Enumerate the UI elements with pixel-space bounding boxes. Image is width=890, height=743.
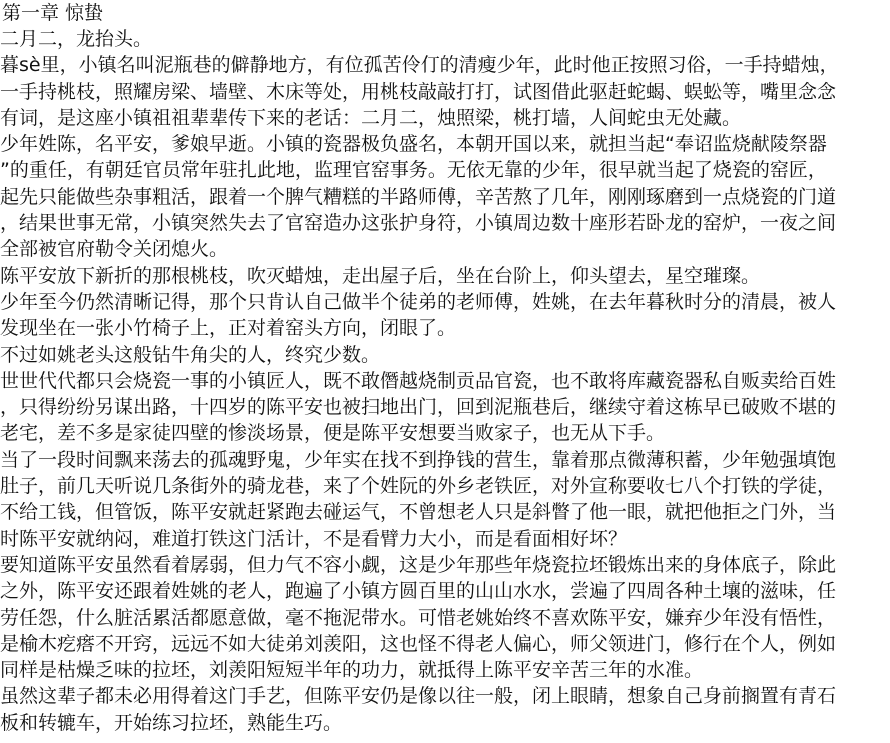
text-line: 同样是枯燥乏味的拉坯，刘羡阳短短半年的功力，就抵得上陈平安辛苦三年的水准。: [0, 659, 704, 682]
text-line: 起先只能做些杂事粗活，跟着一个脾气糟糕的半路师傅，辛苦熬了几年，刚刚琢磨到一点烧瓷的门道: [0, 185, 837, 208]
text-line: 时陈平安就纳闷，难道打铁这门活计，不是看臂力大小，而是看面相好坏？: [0, 527, 628, 550]
text-line: 板和转辘车，开始练习拉坯，熟能生巧。: [0, 711, 343, 734]
text-line: 不给工钱，但管饭，陈平安就赶紧跑去碰运气，不曾想老人只是斜瞥了他一眼，就把他拒之门外，当: [0, 501, 837, 524]
text-line: ”的重任，有朝廷官员常年驻扎此地，监理官窑事务。无依无靠的少年，很早就当起了烧瓷的窑匠，: [0, 159, 827, 182]
text-line: 少年姓陈，名平安，爹娘早逝。小镇的瓷器极负盛名，本朝开国以来，就担当起“奉诏监烧献陵祭器: [0, 133, 827, 156]
text-line: 陈平安放下新折的那根桃枝，吹灭蜡烛，走出屋子后，坐在台阶上，仰头望去，星空璀璨。: [0, 264, 761, 287]
text-line: 发现坐在一张小竹椅子上，正对着窑头方向，闭眼了。: [0, 317, 457, 340]
text-line: 有词，是这座小镇祖祖辈辈传下来的老话：二月二，烛照梁，桃打墙，人间蛇虫无处藏。: [0, 106, 742, 129]
text-line: 要知道陈平安虽然看着孱弱，但力气不容小觑，这是少年那些年烧瓷拉坯锻炼出来的身体底子，除此: [0, 553, 837, 576]
text-line: 虽然这辈子都未必用得着这门手艺，但陈平安仍是像以往一般，闭上眼睛，想象自己身前搁置有青石: [0, 685, 837, 708]
text-line: 之外，陈平安还跟着姓姚的老人，跑遍了小镇方圆百里的山山水水，尝遍了四周各种土壤的滋味，任: [0, 580, 837, 603]
text-line: 一手持桃枝，照耀房梁、墙壁、木床等处，用桃枝敲敲打打，试图借此驱赶蛇蝎、蜈蚣等，嘴里念念: [0, 80, 837, 103]
text-line: 少年至今仍然清晰记得，那个只肯认自己做半个徒弟的老师傅，姓姚，在去年暮秋时分的清晨，被人: [0, 290, 837, 313]
text-line: 不过如姚老头这般钻牛角尖的人，终究少数。: [0, 343, 381, 366]
text-line: 老宅，差不多是家徒四壁的惨淡场景，便是陈平安想要当败家子，也无从下手。: [0, 422, 666, 445]
text-line: ，结果世事无常，小镇突然失去了官窑造办这张护身符，小镇周边数十座形若卧龙的窑炉，一夜之间: [0, 212, 837, 235]
text-line: ，只得纷纷另谋出路，十四岁的陈平安也被扫地出门，回到泥瓶巷后，继续守着这栋早已破败不堪的: [0, 396, 837, 419]
text-line: 暮sè里，小镇名叫泥瓶巷的僻静地方，有位孤苦伶仃的清瘦少年，此时他正按照习俗，一手持蜡烛，: [0, 54, 839, 77]
text-line: 肚子，前几天听说几条街外的骑龙巷，来了个姓阮的外乡老铁匠，对外宣称要收七八个打铁的学徒，: [0, 475, 837, 498]
text-line: 当了一段时间飘来荡去的孤魂野鬼，少年实在找不到挣钱的营生，靠着那点微薄积蓄，少年勉强填饱: [0, 448, 837, 471]
chapter-body: [0, 26, 890, 736]
text-line: 是榆木疙瘩不开窍，远远不如大徒弟刘羡阳，这也怪不得老人偏心，师父领进门，修行在个人，例如: [0, 632, 837, 655]
chapter-title: 第一章 惊蛰: [2, 2, 104, 24]
text-line: 全部被官府勒令关闭熄火。: [0, 238, 229, 261]
text-line: 劳任怨，什么脏活累活都愿意做，毫不拖泥带水。可惜老姚始终不喜欢陈平安，嫌弃少年没有悟性，: [0, 606, 837, 629]
text-line: 二月二，龙抬头。: [0, 28, 153, 50]
text-line: 世世代代都只会烧瓷一事的小镇匠人，既不敢僭越烧制贡品官瓷，也不敢将库藏瓷器私自贩卖给百姓: [0, 369, 837, 392]
